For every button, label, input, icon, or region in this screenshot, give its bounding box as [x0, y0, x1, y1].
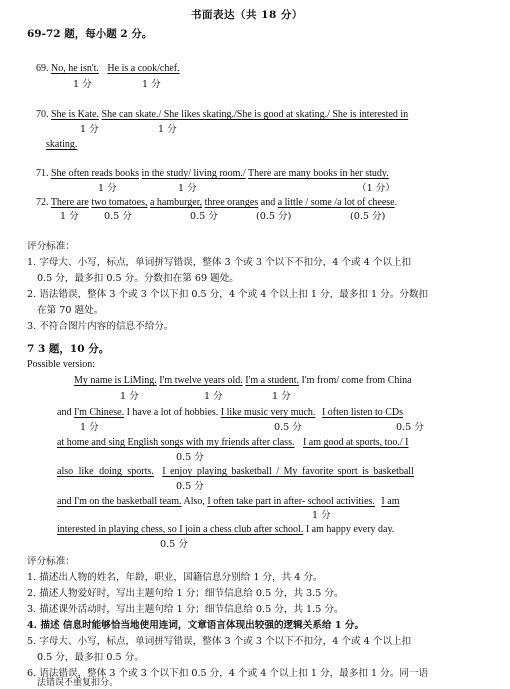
- essay-team: and I'm on the basketball team.: [57, 496, 182, 507]
- criteria2-rule5a: 5. 字母大、小写，标点，单词拼写错误，整体 3 个或 3 个以下不扣分，4 个或 4 个以上扣: [27, 636, 412, 647]
- essay-nationality: I'm Chinese.: [73, 407, 125, 418]
- q72-line: [36, 198, 397, 208]
- q69-line: [36, 64, 180, 74]
- essay-score-1b: 1 分: [204, 391, 223, 402]
- essay-line-5: [57, 497, 399, 507]
- essay-sports-b: also like doing sports.: [57, 466, 154, 477]
- criteria2-rule5b: 0.5 分，最多扣 0.5 分。: [37, 652, 144, 663]
- q72-score-2: 0.5 分: [104, 211, 132, 222]
- criteria1-rule1b: 0.5 分，最多扣 0.5 分。分数扣在第 69 题处。: [37, 273, 239, 284]
- q71-line: [36, 169, 389, 179]
- essay-songs: at home and sing English songs with my friends after class.: [57, 437, 295, 448]
- essay-score-4: 0.5 分: [176, 481, 204, 492]
- q72-answer-f: a little / some /a lot of cheese: [277, 197, 395, 208]
- essay-line-1: [74, 376, 412, 386]
- essay-hobbies: I have a lot of hobbies.: [126, 407, 219, 418]
- essay-activities: I often take part in after- school activities.: [207, 496, 375, 507]
- q71-answer-a: She often reads books: [51, 168, 140, 179]
- essay-music: I like music very much.: [220, 407, 316, 418]
- essay-score-1c: 1 分: [272, 391, 291, 402]
- q72-answer-e: and: [260, 197, 276, 208]
- criteria1-rule2a: 2. 语法错误，整体 3 个或 3 个以下扣 0.5 分，4 个或 4 个以上扣 1 分，最多扣 1 分。分数扣: [27, 289, 429, 300]
- essay-basketball: I enjoy playing basketball / My favorite sport is basketball: [162, 466, 414, 477]
- essay-name: My name is LiMing.: [74, 375, 157, 386]
- q71-score-3: （1 分）: [357, 183, 395, 194]
- essay-score-2b: 0.5 分: [274, 422, 302, 433]
- section2-header: 7 3 题，10 分。: [27, 343, 110, 355]
- q70-number: 70.: [36, 109, 49, 120]
- criteria2-label: 评分标准：: [27, 556, 75, 567]
- essay-score-2c: 0.5 分: [396, 422, 424, 433]
- criteria2-rule3: 3. 描述课外活动时，写出主题句给 1 分；细节信息给 0.5 分，共 1.5 分。: [27, 604, 344, 615]
- essay-score-5: 1 分: [312, 510, 331, 521]
- essay-i-am: I am: [381, 496, 400, 507]
- essay-chess: interested in playing chess, so I join a chess club after school.: [57, 524, 304, 535]
- essay-sports-a: I am good at sports, too./ I: [302, 437, 409, 448]
- criteria1-rule1a: 1. 字母大、小写，标点，单词拼写错误，整体 3 个或 3 个以下不扣分，4 个或 4 个以上扣: [27, 257, 412, 268]
- essay-score-3: 0.5 分: [176, 452, 204, 463]
- criteria1-rule2b: 在第 70 题处。: [37, 305, 104, 316]
- essay-job: I'm a student.: [245, 375, 299, 386]
- section1-header: 69-72 题，每小题 2 分。: [27, 28, 153, 40]
- essay-score-1a: 1 分: [120, 391, 139, 402]
- essay-happy: I am happy every day.: [305, 524, 395, 535]
- criteria2-rule6a: 6. 语法错误，整体 3 个或 3 个以下扣 0.5 分，4 个或 4 个以上扣 1 分，最多扣 1 分。同一语: [27, 668, 429, 679]
- possible-version-label: Possible version:: [27, 359, 96, 370]
- criteria1-label: 评分标准：: [27, 241, 75, 252]
- criteria2-rule4: 4. 描述 信息时能够恰当地使用连词，文章语言体现出较强的逻辑关系给 1 分。: [27, 620, 365, 631]
- essay-score-6: 0.5 分: [160, 539, 188, 550]
- essay-also: Also,: [183, 496, 205, 507]
- criteria2-rule6b: 法错误不重复扣分。: [37, 678, 119, 688]
- q69-score-1: 1 分: [73, 79, 92, 90]
- q71-answer-b: in the study/ living room./: [141, 168, 246, 179]
- q69-answer-b: He is a cook/chef.: [107, 63, 180, 74]
- essay-cds: I often listen to CDs: [321, 407, 404, 418]
- q69-answer-a: No, he isn't.: [51, 63, 99, 74]
- essay-line-2: [57, 408, 403, 418]
- essay-line-4: [57, 467, 414, 477]
- essay-line-6: [57, 525, 394, 535]
- q72-score-3: 0.5 分: [190, 211, 218, 222]
- q72-answer-d: three oranges: [204, 197, 259, 208]
- q71-score-2: 1 分: [178, 183, 197, 194]
- q70-answer-c: skating.: [46, 139, 78, 150]
- q72-score-1: 1 分: [60, 211, 79, 222]
- essay-from: I'm from/ come from China: [301, 375, 412, 386]
- q71-score-1: 1 分: [98, 183, 117, 194]
- q72-number: 72.: [36, 197, 49, 208]
- q70-line: [36, 110, 408, 120]
- essay-age: I'm twelve years old.: [159, 375, 243, 386]
- page-title: 书面表达（共 18 分）: [191, 9, 303, 21]
- q71-answer-c: There are many books in her study.: [248, 168, 389, 179]
- q72-answer-b: two tomatoes,: [91, 197, 148, 208]
- q72-answer-g: .: [394, 197, 398, 208]
- q70-score-1: 1 分: [80, 124, 99, 135]
- q70-score-2: 1 分: [158, 124, 177, 135]
- q72-score-5: (0.5 分): [350, 211, 386, 222]
- essay-score-2a: 1 分: [80, 422, 99, 433]
- q70-answer-a: She is Kate.: [51, 109, 100, 120]
- q72-score-4: (0.5 分): [256, 211, 292, 222]
- criteria2-rule1: 1. 描述出人物的姓名，年龄，职业，国籍信息分别给 1 分，共 4 分。: [27, 572, 323, 583]
- essay-and: and: [57, 407, 72, 418]
- criteria1-rule3: 3. 不符合图片内容的信息不给分。: [27, 321, 174, 332]
- criteria2-rule2: 2. 描述人物爱好时，写出主题句给 1 分；细节信息给 0.5 分，共 3.5 分。: [27, 588, 344, 599]
- q69-number: 69.: [36, 63, 49, 74]
- q72-answer-a: There are: [50, 197, 89, 208]
- q70-answer-b: She can skate./ She likes skating./She is good at skating./ She is interested in: [101, 109, 409, 120]
- essay-line-3: [57, 438, 409, 448]
- q71-number: 71.: [36, 168, 49, 179]
- q72-answer-c: a hamburger,: [149, 197, 203, 208]
- q69-score-2: 1 分: [142, 79, 161, 90]
